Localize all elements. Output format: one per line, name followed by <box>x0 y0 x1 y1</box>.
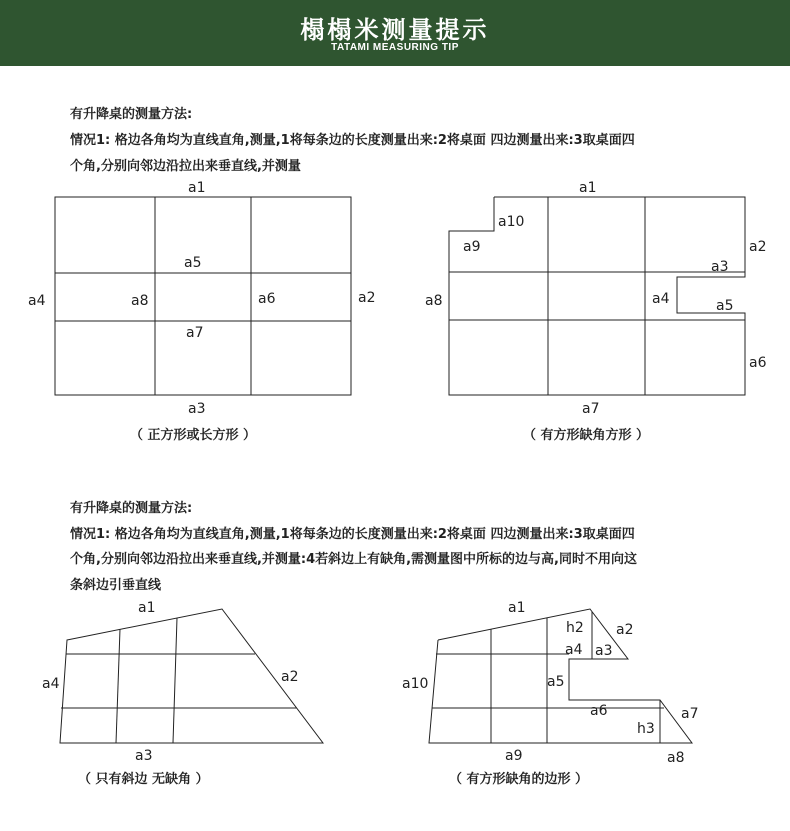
label-a2: a2 <box>616 622 634 638</box>
grid-line <box>173 618 177 743</box>
rectangle-outline <box>55 197 351 395</box>
label-a1: a1 <box>508 600 526 616</box>
label-a1: a1 <box>579 180 597 196</box>
caption-rectangle: （ 正方形或长方形 ） <box>130 428 257 443</box>
label-a6: a6 <box>258 291 276 307</box>
label-a3: a3 <box>135 748 153 764</box>
label-a6: a6 <box>749 355 767 371</box>
label-a2: a2 <box>358 290 376 306</box>
label-a8: a8 <box>425 293 443 309</box>
section2-heading: 有升降桌的测量方法: <box>70 501 193 516</box>
label-a8: a8 <box>667 750 685 766</box>
label-a7: a7 <box>186 325 204 341</box>
label-a4: a4 <box>42 676 60 692</box>
section2-line1: 情况1: 格边各角均为直线直角,测量,1将每条边的长度测量出来:2将桌面 四边测量出来:3取桌面四 <box>70 527 635 542</box>
label-a7: a7 <box>582 401 600 417</box>
label-a4: a4 <box>28 293 46 309</box>
label-a8: a8 <box>131 293 149 309</box>
diagram-rectangle <box>28 180 376 417</box>
label-a4: a4 <box>565 642 583 658</box>
grid-line <box>116 629 120 743</box>
label-a3: a3 <box>188 401 206 417</box>
label-a5: a5 <box>547 674 565 690</box>
section1-heading: 有升降桌的测量方法: <box>70 107 193 122</box>
section2-line3: 条斜边引垂直线 <box>70 578 162 593</box>
label-a3: a3 <box>711 259 729 275</box>
label-h3: h3 <box>637 721 655 737</box>
caption-notched-rectangle: （ 有方形缺角方形 ） <box>523 428 650 443</box>
label-a9: a9 <box>505 748 523 764</box>
label-a2: a2 <box>749 239 767 255</box>
diagram-notched-rectangle <box>425 180 767 417</box>
notched-outline <box>449 197 745 395</box>
label-a3: a3 <box>595 643 613 659</box>
label-h2: h2 <box>566 620 584 636</box>
label-a5: a5 <box>716 298 734 314</box>
section1-line2: 个角,分别向邻边沿拉出来垂直线,并测量 <box>70 159 301 174</box>
diagram-slanted <box>42 600 323 764</box>
label-a5: a5 <box>184 255 202 271</box>
label-a2: a2 <box>281 669 299 685</box>
diagram-slanted-notched <box>402 600 699 766</box>
label-a4: a4 <box>652 291 670 307</box>
label-a7: a7 <box>681 706 699 722</box>
label-a6: a6 <box>590 703 608 719</box>
label-a10: a10 <box>402 676 429 692</box>
label-a1: a1 <box>188 180 206 196</box>
page-subtitle: TATAMI MEASURING TIP <box>331 42 459 53</box>
caption-slanted-notched: （ 有方形缺角的边形 ） <box>449 772 589 787</box>
caption-slanted: （ 只有斜边 无缺角 ） <box>78 772 209 787</box>
label-a10: a10 <box>498 214 525 230</box>
label-a9: a9 <box>463 239 481 255</box>
section1-line1: 情况1: 格边各角均为直线直角,测量,1将每条边的长度测量出来:2将桌面 四边测量出来:3取桌面四 <box>70 133 635 148</box>
label-a1: a1 <box>138 600 156 616</box>
section2-line2: 个角,分别向邻边沿拉出来垂直线,并测量:4若斜边上有缺角,需测量图中所标的边与高,同时不用向这 <box>70 552 637 567</box>
page-title: 榻榻米测量提示 <box>300 16 490 44</box>
